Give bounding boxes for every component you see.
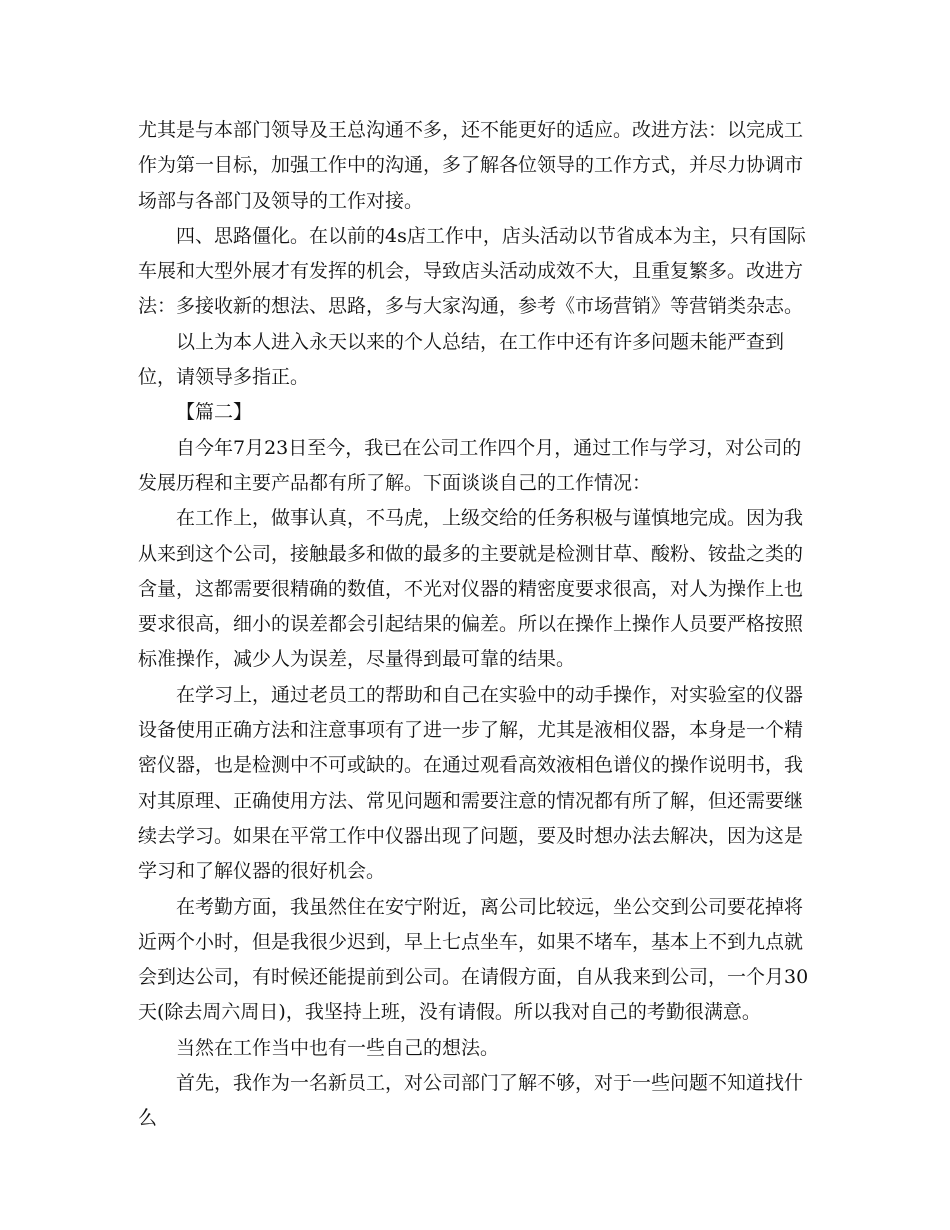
paragraph-work: 在工作上，做事认真，不马虎，上级交给的任务积极与谨慎地完成。因为我从来到这个公司，接触最多和做的最多的主要就是检测甘草、酸粉、铵盐之类的含量，这都需要很精确的数值，不光对仪器的精密度要求很高，对人为操作上也要求很高，细小的误差都会引起结果的偏差。所以在操作上操作人员要严格按照标准操作，减少人为误差，尽量得到最可靠的结果。 [138,507,804,671]
document-body [138,113,818,1137]
paragraph-closing: 以上为本人进入永天以来的个人总结，在工作中还有许多问题未能严查到位，请领导多指正。 [138,330,785,389]
paragraph-thoughts: 当然在工作当中也有一些自己的想法。 [176,1036,500,1059]
paragraph-section-four: 四、思路僵化。在以前的4s店工作中，店头活动以节省成本为主，只有国际车展和大型外展才有发挥的机会，导致店头活动成效不大，且重复繁多。改进方法：多接收新的想法、思路，多与大家沟通，参考《市场营销》等营销类杂志。 [138,224,806,318]
paragraph-first: 首先，我作为一名新员工，对公司部门了解不够，对于一些问题不知道找什么 [138,1072,804,1130]
paragraph-study: 在学习上，通过老员工的帮助和自己在实验中的动手操作，对实验室的仪器设备使用正确方法和注意事项有了进一步了解，尤其是液相仪器，本身是一个精密仪器，也是检测中不可或缺的。在通过观看高效液相色谱仪的操作说明书，我对其原理、正确使用方法、常见问题和需要注意的情况都有所了解，但还需要继续去学习。如果在平常工作中仪器出现了问题，要及时想办法去解决，因为这是学习和了解仪器的很好机会。 [138,683,804,883]
paragraph-intro: 自今年7月23日至今，我已在公司工作四个月，通过工作与学习，对公司的发展历程和主要产品都有所了解。下面谈谈自己的工作情况： [138,436,802,494]
section-heading-part-two: 【篇二】 [176,401,253,424]
paragraph-continuation: 尤其是与本部门领导及王总沟通不多，还不能更好的适应。改进方法：以完成工作为第一目标，加强工作中的沟通，多了解各位领导的工作方式，并尽力协调市场部与各部门及领导的工作对接。 [138,119,804,212]
paragraph-attendance: 在考勤方面，我虽然住在安宁附近，离公司比较远，坐公交到公司要花掉将近两个小时，但是我很少迟到，早上七点坐车，如果不堵车，基本上不到九点就会到达公司，有时候还能提前到公司。在请假方面，自从我来到公司，一个月30天(除去周六周日)，我坚持上班，没有请假。所以我对自己的考勤很满意。 [138,895,809,1024]
